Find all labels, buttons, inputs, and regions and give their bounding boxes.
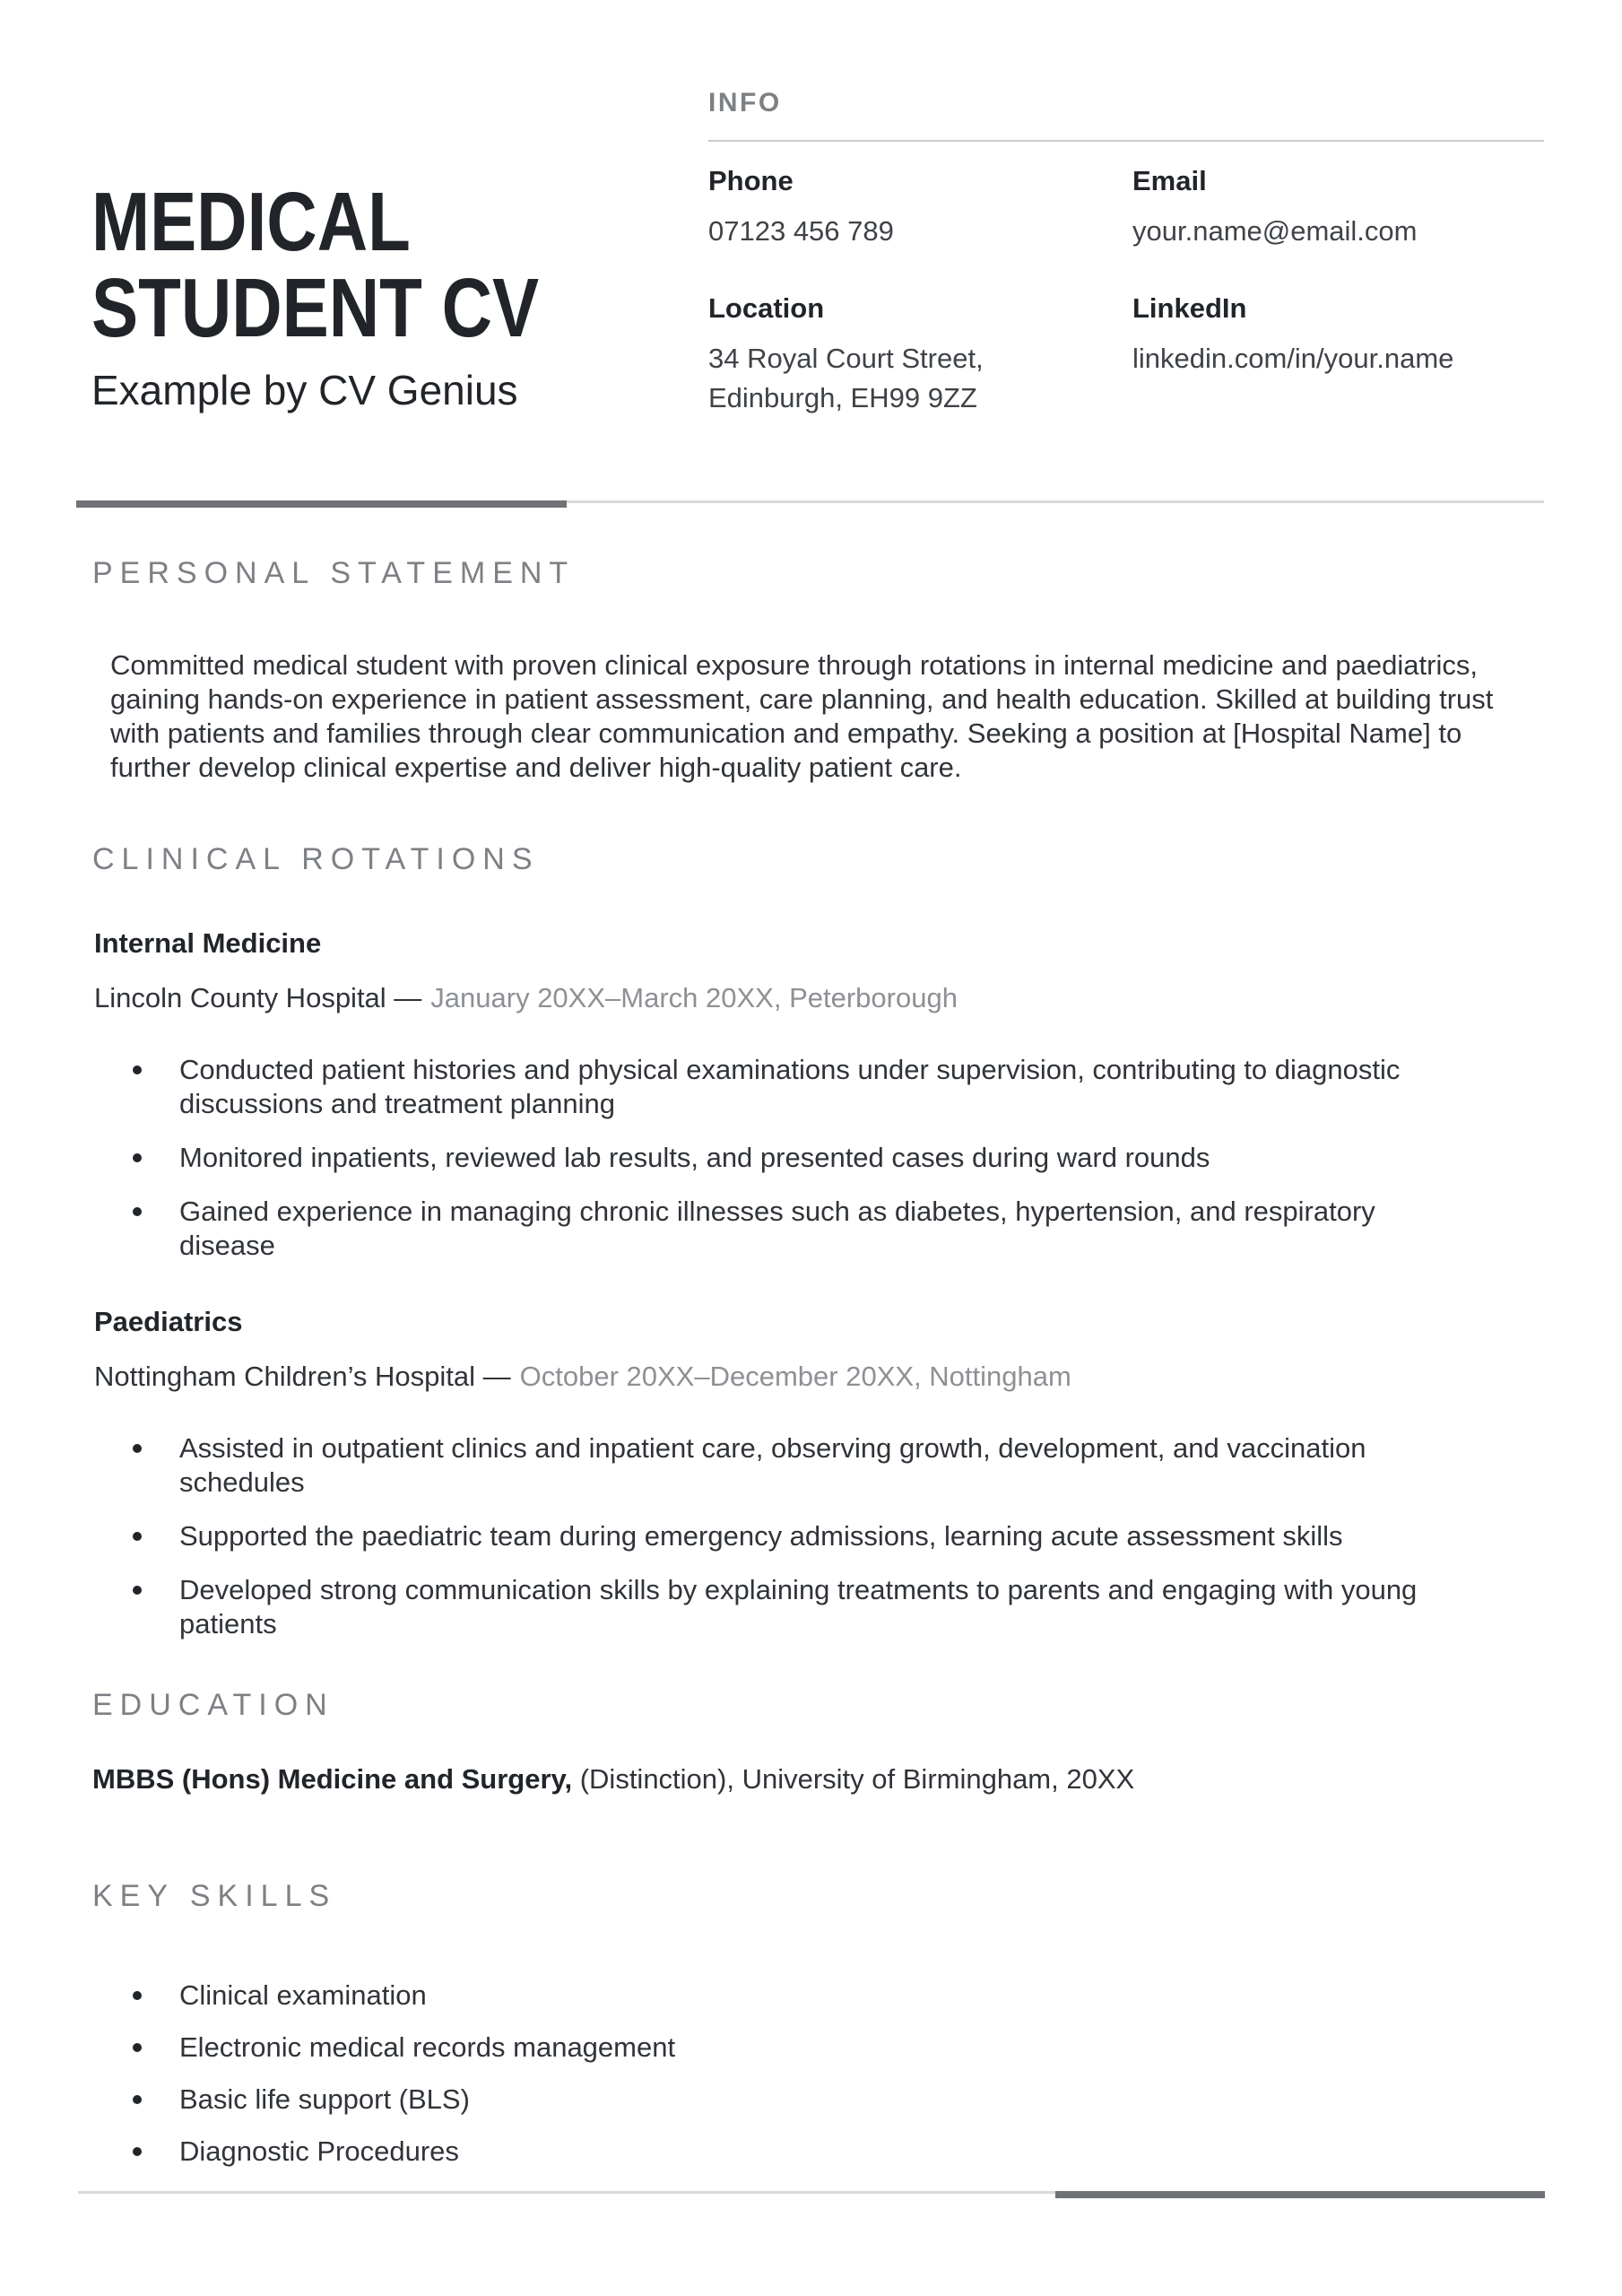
bullet-dot: [133, 1532, 142, 1541]
top-divider-rule: [567, 500, 1544, 503]
rotation-bullets: [133, 1431, 1544, 1641]
bullet-item: [133, 1573, 1544, 1641]
phone-value: 07123 456 789: [708, 215, 894, 247]
email-value: your.name@email.com: [1132, 215, 1418, 247]
bottom-divider-rule: [78, 2191, 1055, 2194]
bullet-text: Conducted patient histories and physical examinations under supervision, contributing to diagnostic discussions and treatment planning: [179, 1054, 1401, 1120]
bullet-dot: [133, 1586, 142, 1595]
linkedin-label: LinkedIn: [1132, 292, 1247, 325]
bullet-dot: [133, 2095, 142, 2104]
rotation-organisation: Lincoln County Hospital —: [94, 982, 422, 1014]
linkedin-value: linkedin.com/in/your.name: [1132, 343, 1454, 375]
rotation-organisation: Nottingham Children’s Hospital —: [94, 1361, 511, 1393]
location-value: [708, 339, 1132, 418]
skill-item: [133, 2031, 1544, 2065]
section-key-skills: [76, 1879, 1544, 2169]
email-label: Email: [1132, 165, 1207, 196]
bullet-dot: [133, 1444, 142, 1453]
skill-item: [133, 2083, 1544, 2117]
bullet-item: [133, 1141, 1544, 1175]
header: [0, 0, 1622, 418]
rotation-entry-internal-medicine: [76, 927, 1544, 1263]
top-divider-accent-bar: [76, 500, 567, 508]
skill-text: Diagnostic Procedures: [179, 2135, 459, 2168]
bullet-item: [133, 1053, 1544, 1121]
skill-item: [133, 2135, 1544, 2169]
section-personal-statement: [76, 556, 1544, 785]
location-label: Location: [708, 292, 825, 325]
bullet-text: Monitored inpatients, reviewed lab results, and presented cases during ward rounds: [179, 1142, 1210, 1174]
rotation-bullets: [133, 1053, 1544, 1263]
page-subtitle: Example by CV Genius: [91, 366, 518, 413]
info-item-email: [1132, 165, 1544, 251]
info-panel: [708, 88, 1544, 418]
page-title: [91, 175, 610, 354]
bullet-item: [133, 1195, 1544, 1263]
education-details: (Distinction), University of Birmingham, 20XX: [572, 1763, 1135, 1796]
content: [0, 556, 1622, 2169]
phone-label: Phone: [708, 165, 794, 196]
info-item-phone: [708, 165, 1132, 251]
personal-statement-paragraph: Committed medical student with proven clinical exposure through rotations in internal medicine and paediatrics, gaining hands-on experience in patient assessment, care planning, and health education. Skilled at building trust with patients and families through clear communication and empathy. Seeking a position at [Hospital Name] to further develop clinical expertise and deliver high-quality patient care.: [110, 649, 1494, 784]
location-line-2: Edinburgh, EH99 9ZZ: [708, 382, 977, 414]
info-item-linkedin: [1132, 292, 1544, 418]
rotation-entry-paediatrics: [76, 1306, 1544, 1641]
education-degree: MBBS (Hons) Medicine and Surgery,: [92, 1763, 573, 1796]
title-line-1: MEDICAL: [91, 175, 411, 268]
section-clinical-rotations: [76, 842, 1544, 1641]
info-heading: INFO: [708, 88, 782, 117]
skill-text: Electronic medical records management: [179, 2031, 676, 2064]
title-block: [76, 88, 708, 418]
bullet-dot: [133, 2147, 142, 2156]
bullet-text: Gained experience in managing chronic illnesses such as diabetes, hypertension, and respiratory disease: [179, 1196, 1375, 1262]
skill-text: Basic life support (BLS): [179, 2083, 470, 2116]
title-line-2: STUDENT CV: [91, 260, 540, 354]
key-skills-heading: KEY SKILLS: [92, 1879, 337, 1914]
bullet-dot: [133, 1065, 142, 1074]
bullet-text: Supported the paediatric team during emergency admissions, learning acute assessment skills: [179, 1520, 1343, 1552]
rotation-dates: January 20XX–March 20XX, Peterborough: [430, 982, 958, 1014]
skills-list: [133, 1979, 1544, 2169]
clinical-rotations-heading: CLINICAL ROTATIONS: [92, 842, 540, 877]
bullet-dot: [133, 1207, 142, 1216]
location-line-1: 34 Royal Court Street,: [708, 343, 984, 375]
skill-item: [133, 1979, 1544, 2013]
skill-text: Clinical examination: [179, 1979, 427, 2012]
rotation-org-line: [76, 1360, 1544, 1394]
bullet-text: Assisted in outpatient clinics and inpatient care, observing growth, development, and vaccination schedules: [179, 1432, 1366, 1499]
bullet-dot: [133, 1991, 142, 2000]
rotation-role: Internal Medicine: [94, 927, 322, 960]
personal-statement-heading: PERSONAL STATEMENT: [92, 556, 576, 591]
bullet-item: [133, 1519, 1544, 1553]
bullet-text: Developed strong communication skills by explaining treatments to parents and engaging with young patients: [179, 1574, 1418, 1640]
bullet-dot: [133, 1153, 142, 1162]
info-item-location: [708, 292, 1132, 418]
top-divider: [76, 500, 1544, 508]
bottom-divider: [78, 2191, 1545, 2198]
bullet-item: [133, 1431, 1544, 1500]
rotation-org-line: [76, 981, 1544, 1015]
rotation-dates: October 20XX–December 20XX, Nottingham: [519, 1361, 1071, 1393]
info-grid: [708, 165, 1544, 418]
bullet-dot: [133, 2043, 142, 2052]
education-heading: EDUCATION: [92, 1688, 334, 1723]
rotation-role: Paediatrics: [94, 1306, 243, 1338]
info-rule: [708, 140, 1544, 142]
bottom-divider-accent-bar: [1055, 2191, 1545, 2198]
education-entry: [76, 1762, 1544, 1796]
section-education: [76, 1688, 1544, 1796]
